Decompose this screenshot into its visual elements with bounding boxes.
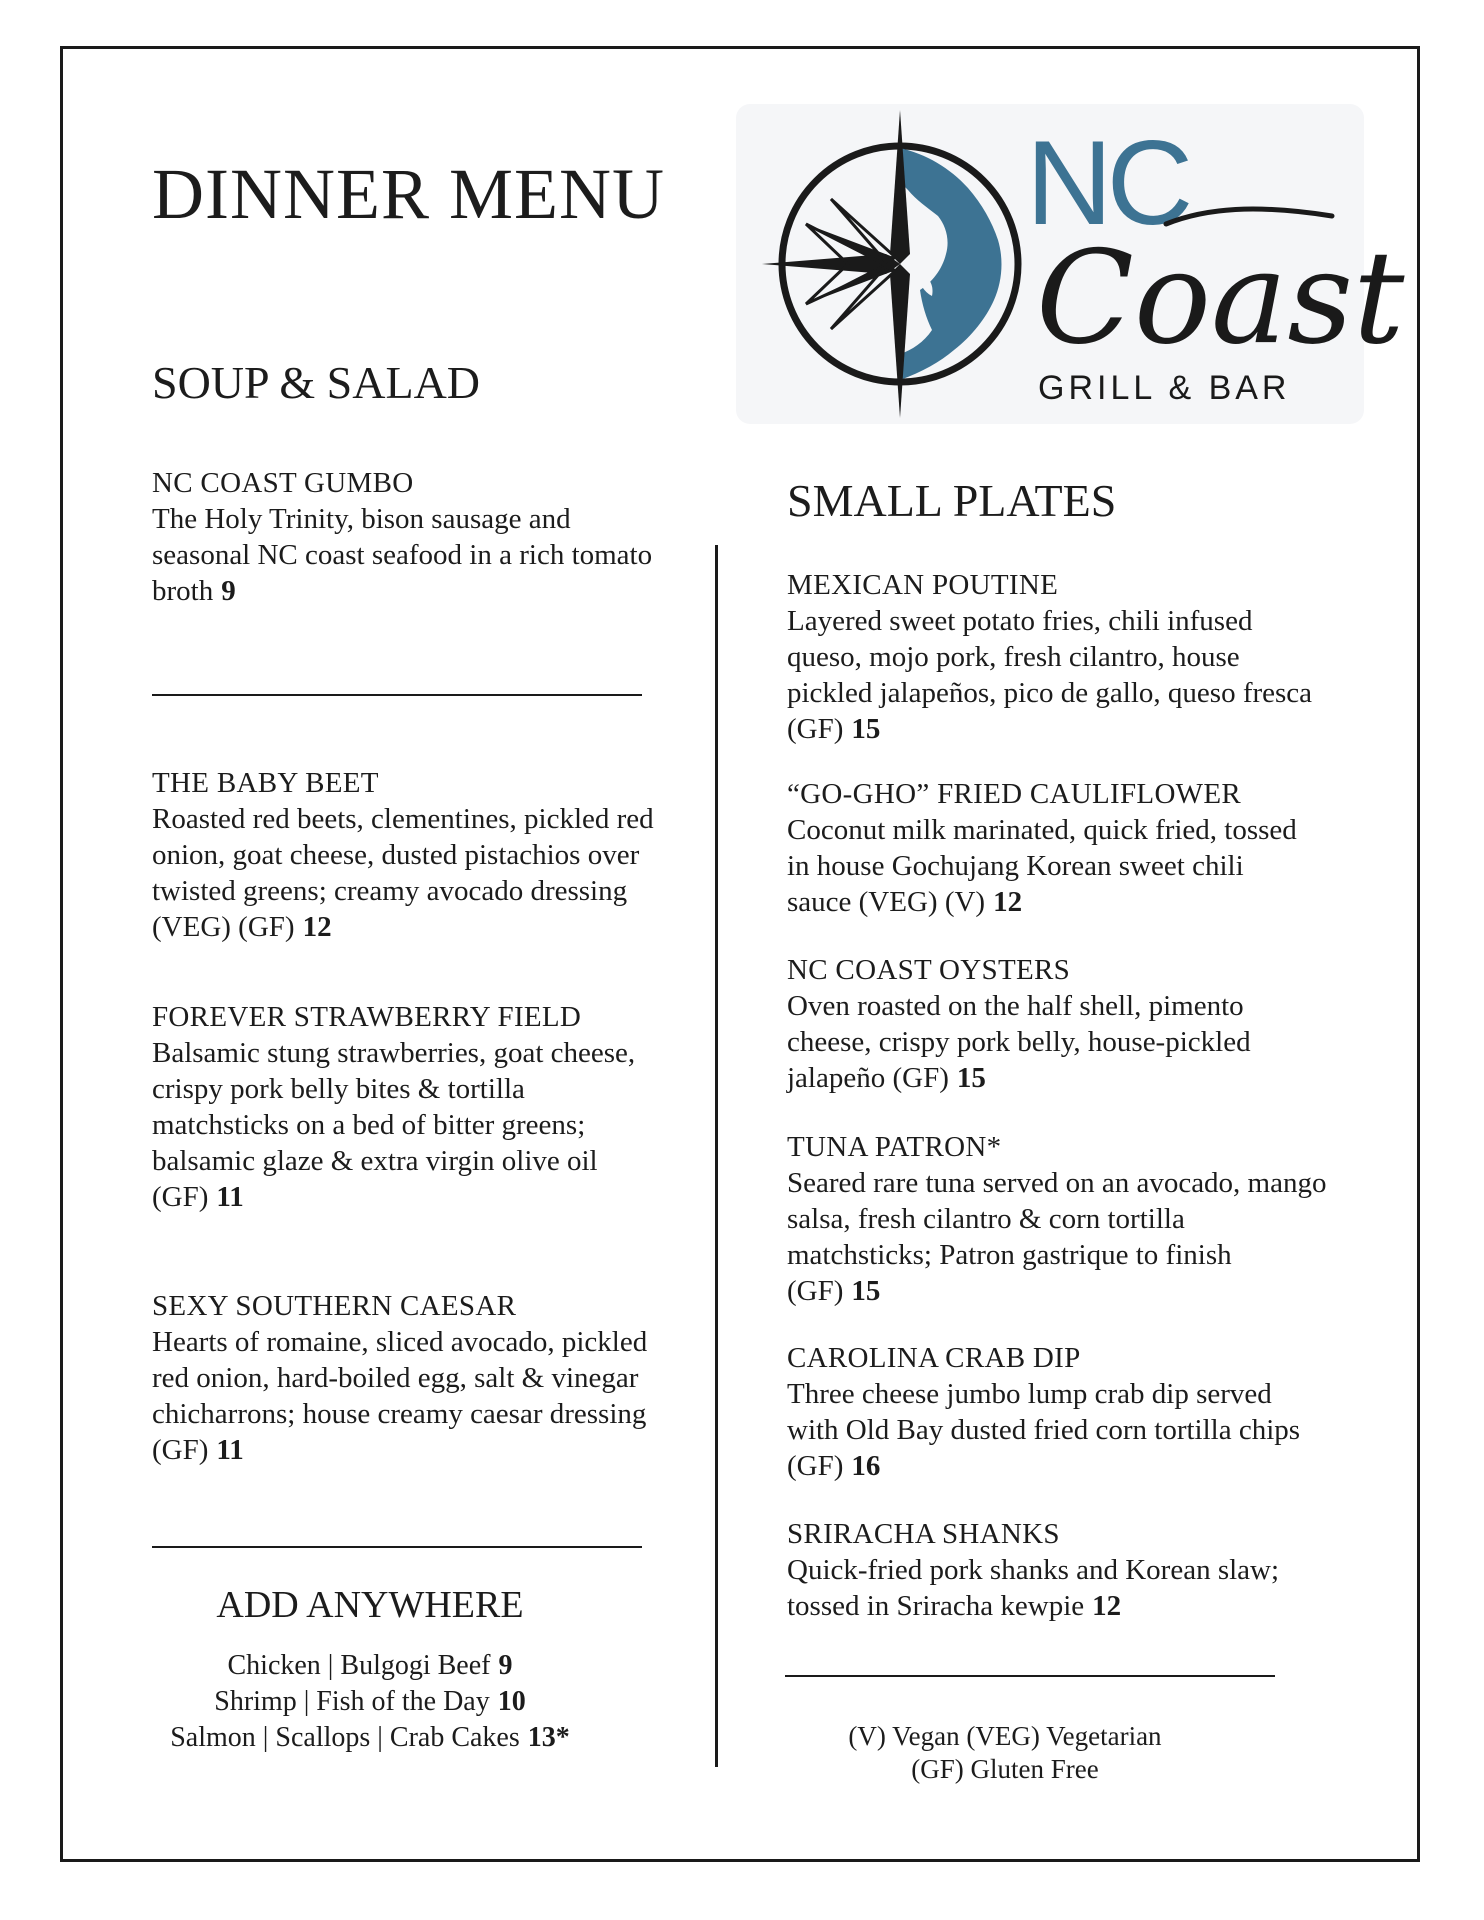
small-plates-heading: SMALL PLATES [787,475,1117,526]
soup-salad-heading: SOUP & SALAD [152,357,481,408]
compass-logo-graphic [736,104,1405,424]
menu-item [787,1340,1307,1484]
item-description: Layered sweet potato fries, chili infused queso, mojo pork, fresh cilantro, house pickled jalapeños, pico de gallo, queso fresca (GF) [787,605,1313,745]
logo-nc-text: NC [1026,116,1188,250]
item-name: CAROLINA CRAB DIP [787,1342,1081,1374]
item-name: TUNA PATRON* [787,1131,1002,1163]
addon-line [110,1684,630,1720]
item-name: THE BABY BEET [152,767,379,799]
item-description: Oven roasted on the half shell, pimento cheese, crispy pork belly, house-pickled jalapeño (GF) [787,990,1251,1094]
addon-price: 9 [498,1650,513,1681]
menu-item [787,1129,1327,1309]
item-description: Three cheese jumbo lump crab dip served with Old Bay dusted fried corn tortilla chips (GF) [787,1378,1301,1482]
item-name: SEXY SOUTHERN CAESAR [152,1290,517,1322]
item-name: MEXICAN POUTINE [787,569,1059,601]
addon-price: 13* [527,1722,570,1753]
item-price: 12 [1092,1590,1122,1622]
item-price: 11 [216,1181,244,1213]
item-price: 15 [956,1062,986,1094]
addon-line [110,1720,630,1756]
menu-item [152,765,672,945]
section-divider [785,1675,1275,1677]
item-price: 15 [851,1275,881,1307]
section-divider [152,1546,642,1548]
item-name: NC COAST GUMBO [152,467,414,499]
menu-item [787,952,1267,1096]
item-description: Coconut milk marinated, quick fried, tossed in house Gochujang Korean sweet chili sauce (VEG) (V) [787,814,1297,918]
menu-item [152,1288,672,1468]
compass-star-icon [762,110,910,418]
item-price: 9 [221,575,236,607]
menu-title: DINNER MENU [152,154,665,234]
item-name: FOREVER STRAWBERRY FIELD [152,1001,582,1033]
column-divider [715,545,718,1767]
addon-options: Salmon | Scallops | Crab Cakes [170,1722,520,1753]
logo-tagline: GRILL & BAR [1038,369,1291,407]
item-description: The Holy Trinity, bison sausage and seasonal NC coast seafood in a rich tomato broth [152,503,653,607]
add-anywhere-heading: ADD ANYWHERE [216,1584,524,1626]
item-price: 11 [216,1434,244,1466]
menu-item [787,567,1317,747]
item-description: Balsamic stung strawberries, goat cheese, crispy pork belly bites & tortilla matchsticks on a bed of bitter greens; balsamic glaze & extra virgin olive oil (GF) [152,1037,636,1213]
item-description: Roasted red beets, clementines, pickled red onion, goat cheese, dusted pistachios over twisted greens; creamy avocado dressing (VEG) (GF) [152,803,654,943]
addon-options: Shrimp | Fish of the Day [214,1686,490,1717]
section-divider [152,694,642,696]
addon-options: Chicken | Bulgogi Beef [227,1650,491,1681]
menu-item [787,776,1307,920]
item-description: Quick-fried pork shanks and Korean slaw; tossed in Sriracha kewpie [787,1554,1280,1622]
item-name: NC COAST OYSTERS [787,954,1071,986]
item-name: “GO-GHO” FRIED CAULIFLOWER [787,778,1242,810]
item-description: Seared rare tuna served on an avocado, mango salsa, fresh cilantro & corn tortilla matchsticks; Patron gastrique to finish (GF) [787,1167,1327,1307]
item-price: 12 [302,911,332,943]
dietary-legend-line: (GF) Gluten Free [911,1754,1099,1784]
addon-price: 10 [497,1686,526,1717]
item-name: SRIRACHA SHANKS [787,1518,1060,1550]
item-price: 12 [993,886,1023,918]
addon-line [110,1648,630,1684]
menu-item [152,999,662,1215]
restaurant-logo [736,104,1405,424]
menu-item [787,1516,1297,1624]
item-description: Hearts of romaine, sliced avocado, pickled red onion, hard-boiled egg, salt & vinegar chicharrons; house creamy caesar dressing (GF) [152,1326,648,1466]
logo-coast-text: Coast [1036,224,1405,373]
menu-item [152,465,662,609]
item-price: 15 [851,713,881,745]
dietary-legend-line: (V) Vegan (VEG) Vegetarian [848,1721,1162,1751]
item-price: 16 [851,1450,881,1482]
